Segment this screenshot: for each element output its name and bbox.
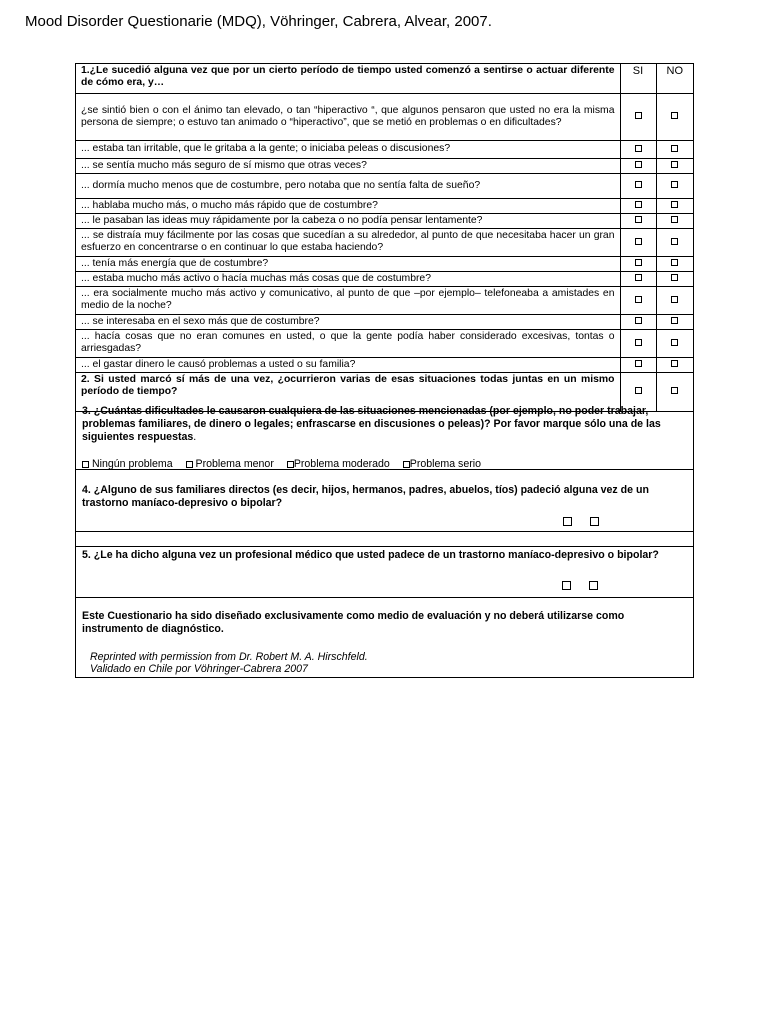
yes-checkbox[interactable] — [635, 360, 642, 367]
item-2: ... estaba tan irritable, que le gritaba a la gente; o iniciaba peleas o discusiones? — [76, 140, 620, 158]
no-checkbox[interactable] — [671, 201, 678, 208]
item-4: ... dormía mucho menos que de costumbre, pero notaba que no sentía falta de sueño? — [76, 173, 620, 198]
no-checkbox[interactable] — [671, 317, 678, 324]
question-4: 4. ¿Alguno de sus familiares directos (es decir, hijos, hermanos, padres, abuelos, tíos) padeció alguna vez de un trastorno maníaco-depresivo o bipolar? — [82, 484, 649, 509]
yes-checkbox[interactable] — [635, 112, 642, 119]
no-checkbox[interactable] — [590, 517, 599, 526]
yes-checkbox[interactable] — [562, 581, 571, 590]
yes-checkbox[interactable] — [635, 296, 642, 303]
questionnaire-form — [75, 63, 694, 678]
item-6: ... le pasaban las ideas muy rápidamente por la cabeza o no podía pensar lentamente? — [76, 213, 620, 228]
question-5: 5. ¿Le ha dicho alguna vez un profesional médico que usted padece de un trastorno maníaco-depresivo o bipolar? — [82, 549, 659, 561]
no-checkbox[interactable] — [671, 238, 678, 245]
no-checkbox[interactable] — [671, 161, 678, 168]
no-checkbox[interactable] — [671, 339, 678, 346]
yes-checkbox[interactable] — [635, 201, 642, 208]
item-11: ... se interesaba en el sexo más que de costumbre? — [76, 314, 620, 329]
yes-checkbox[interactable] — [635, 145, 642, 152]
item-1: ¿se sintió bien o con el ánimo tan elevado, o tan “hiperactivo “, que algunos pensaron que usted no era la misma persona de siempre; o estuvo tan animado o “hiperactivo”, que se metió en problemas o en dificultades? — [76, 93, 620, 140]
yes-checkbox[interactable] — [635, 161, 642, 168]
question-2: 2. Si usted marcó sí más de una vez, ¿ocurrieron varias de esas situaciones todas juntas en un mismo período de tiempo? — [76, 372, 620, 411]
no-checkbox[interactable] — [589, 581, 598, 590]
yes-header: SI — [620, 64, 656, 93]
no-checkbox[interactable] — [671, 360, 678, 367]
yes-checkbox[interactable] — [635, 216, 642, 223]
question-1-table — [76, 64, 693, 412]
option-ningun-problema[interactable]: Ningún problema — [82, 458, 173, 470]
no-checkbox[interactable] — [671, 181, 678, 188]
yes-checkbox[interactable] — [635, 259, 642, 266]
no-checkbox[interactable] — [671, 112, 678, 119]
question-1: 1.¿Le sucedió alguna vez que por un cierto período de tiempo usted comenzó a sentirse o actuar diferente de cómo era, y… — [76, 64, 620, 93]
yes-checkbox[interactable] — [635, 238, 642, 245]
yes-checkbox[interactable] — [635, 274, 642, 281]
option-checkbox[interactable] — [403, 461, 410, 468]
item-9: ... estaba mucho más activo o hacía muchas más cosas que de costumbre? — [76, 271, 620, 286]
credits — [90, 651, 368, 675]
no-checkbox[interactable] — [671, 259, 678, 266]
item-13: ... el gastar dinero le causó problemas a usted o su familia? — [76, 357, 620, 372]
option-problema-moderado[interactable]: Problema moderado — [287, 458, 390, 470]
no-checkbox[interactable] — [671, 145, 678, 152]
no-checkbox[interactable] — [671, 216, 678, 223]
item-8: ... tenía más energía que de costumbre? — [76, 256, 620, 271]
yes-checkbox[interactable] — [635, 387, 642, 394]
credit-line: Validado en Chile por Vöhringer-Cabrera 2007 — [90, 663, 308, 675]
no-checkbox[interactable] — [671, 296, 678, 303]
question-5-section — [76, 546, 693, 598]
item-3: ... se sentía mucho más seguro de sí mismo que otras veces? — [76, 158, 620, 173]
option-checkbox[interactable] — [186, 461, 193, 468]
yes-checkbox[interactable] — [635, 339, 642, 346]
option-checkbox[interactable] — [287, 461, 294, 468]
yes-checkbox[interactable] — [635, 317, 642, 324]
option-checkbox[interactable] — [82, 461, 89, 468]
disclaimer: Este Cuestionario ha sido diseñado exclusivamente como medio de evaluación y no deberá utilizarse como instrumento de diagnóstico. — [82, 610, 625, 635]
yes-checkbox[interactable] — [635, 181, 642, 188]
no-header: NO — [656, 64, 693, 93]
option-problema-serio[interactable]: Problema serio — [403, 458, 481, 470]
item-12: ... hacía cosas que no eran comunes en usted, o que la gente podía haber considerado excesivas, tontas o arriesgadas? — [76, 329, 620, 357]
document-title: Mood Disorder Questionarie (MDQ), Vöhringer, Cabrera, Alvear, 2007. — [25, 13, 492, 30]
credit-line: Reprinted with permission from Dr. Robert M. A. Hirschfeld. — [90, 651, 368, 663]
no-checkbox[interactable] — [671, 274, 678, 281]
question-4-section — [76, 469, 693, 532]
item-7: ... se distraía muy fácilmente por las cosas que sucedían a su alrededor, al punto de que necesitaba hacer un gran esfuerzo en concentrarse o en continuar lo que estaba haciendo? — [76, 228, 620, 256]
option-problema-menor[interactable]: Problema menor — [186, 458, 274, 470]
item-5: ... hablaba mucho más, o mucho más rápido que de costumbre? — [76, 198, 620, 213]
item-10: ... era socialmente mucho más activo y comunicativo, al punto de que –por ejemplo– telefoneaba a amistades en medio de la noche? — [76, 286, 620, 314]
question-3: 3. ¿Cuántas dificultades le causaron cualquiera de las situaciones mencionadas (por ejemplo, no poder trabajar, problemas familiares, de dinero o legales; enfrascarse en discusiones o peleas)? Por favor marque sólo una de las siguientes respuestas. — [82, 405, 661, 443]
yes-checkbox[interactable] — [563, 517, 572, 526]
no-checkbox[interactable] — [671, 387, 678, 394]
